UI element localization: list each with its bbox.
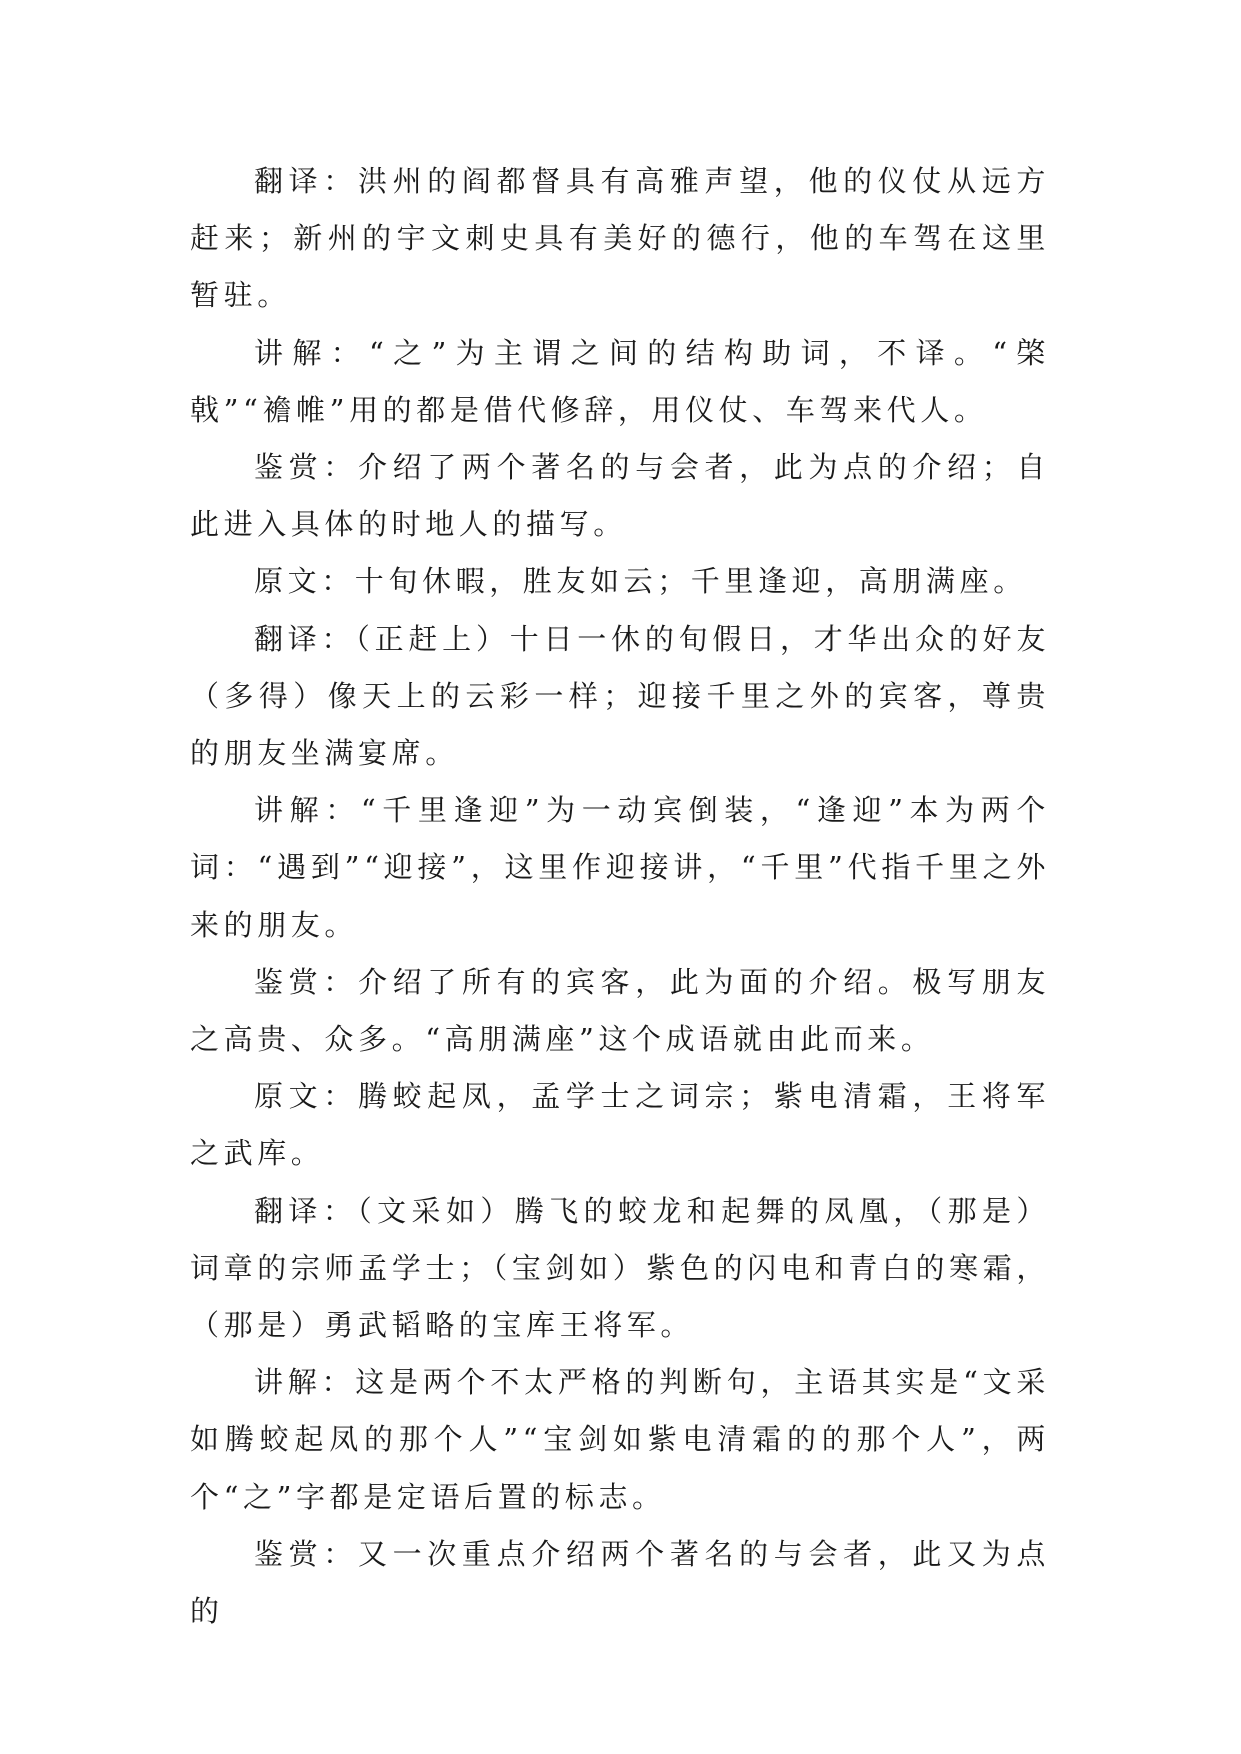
paragraph-translation-3: 翻译：（文采如）腾飞的蛟龙和起舞的凤凰，（那是）词章的宗师孟学士；（宝剑如）紫色的闪电和青白的寒霜，（那是）勇武韬略的宝库王将军。 <box>190 1193 1050 1343</box>
paragraph-appreciation-3: 鉴赏：又一次重点介绍两个著名的与会者，此又为点的 <box>190 1536 1050 1629</box>
paragraph-original-1: 原文：十旬休暇，胜友如云；千里逢迎，高朋满座。 <box>254 564 1027 599</box>
document-body <box>190 153 1050 1640</box>
paragraph-explanation-1: 讲解：“之”为主谓之间的结构助词，不译。“棨戟”“襜帷”用的都是借代修辞，用仪仗、车驾来代人。 <box>190 335 1050 427</box>
paragraph-appreciation-1: 鉴赏：介绍了两个著名的与会者，此为点的介绍；自此进入具体的时地人的描写。 <box>190 450 1050 542</box>
paragraph-translation-1: 翻译：洪州的阎都督具有高雅声望，他的仪仗从远方赶来；新州的宇文刺史具有美好的德行，他的车驾在这里暂驻。 <box>190 164 1050 313</box>
paragraph-appreciation-2: 鉴赏：介绍了所有的宾客，此为面的介绍。极写朋友之高贵、众多。“高朋满座”这个成语就由此而来。 <box>190 964 1050 1057</box>
paragraph-explanation-2: 讲解：“千里逢迎”为一动宾倒装，“逢迎”本为两个词：“遇到”“迎接”，这里作迎接讲，“千里”代指千里之外来的朋友。 <box>190 793 1050 942</box>
paragraph-translation-2: 翻译：（正赶上）十日一休的旬假日，才华出众的好友（多得）像天上的云彩一样；迎接千里之外的宾客，尊贵的朋友坐满宴席。 <box>190 621 1050 771</box>
paragraph-original-2: 原文：腾蛟起凤，孟学士之词宗；紫电清霜，王将军之武库。 <box>190 1079 1050 1171</box>
paragraph-explanation-3: 讲解：这是两个不太严格的判断句，主语其实是“文采如腾蛟起凤的那个人”“宝剑如紫电清霜的的那个人”，两个“之”字都是定语后置的标志。 <box>190 1365 1050 1514</box>
